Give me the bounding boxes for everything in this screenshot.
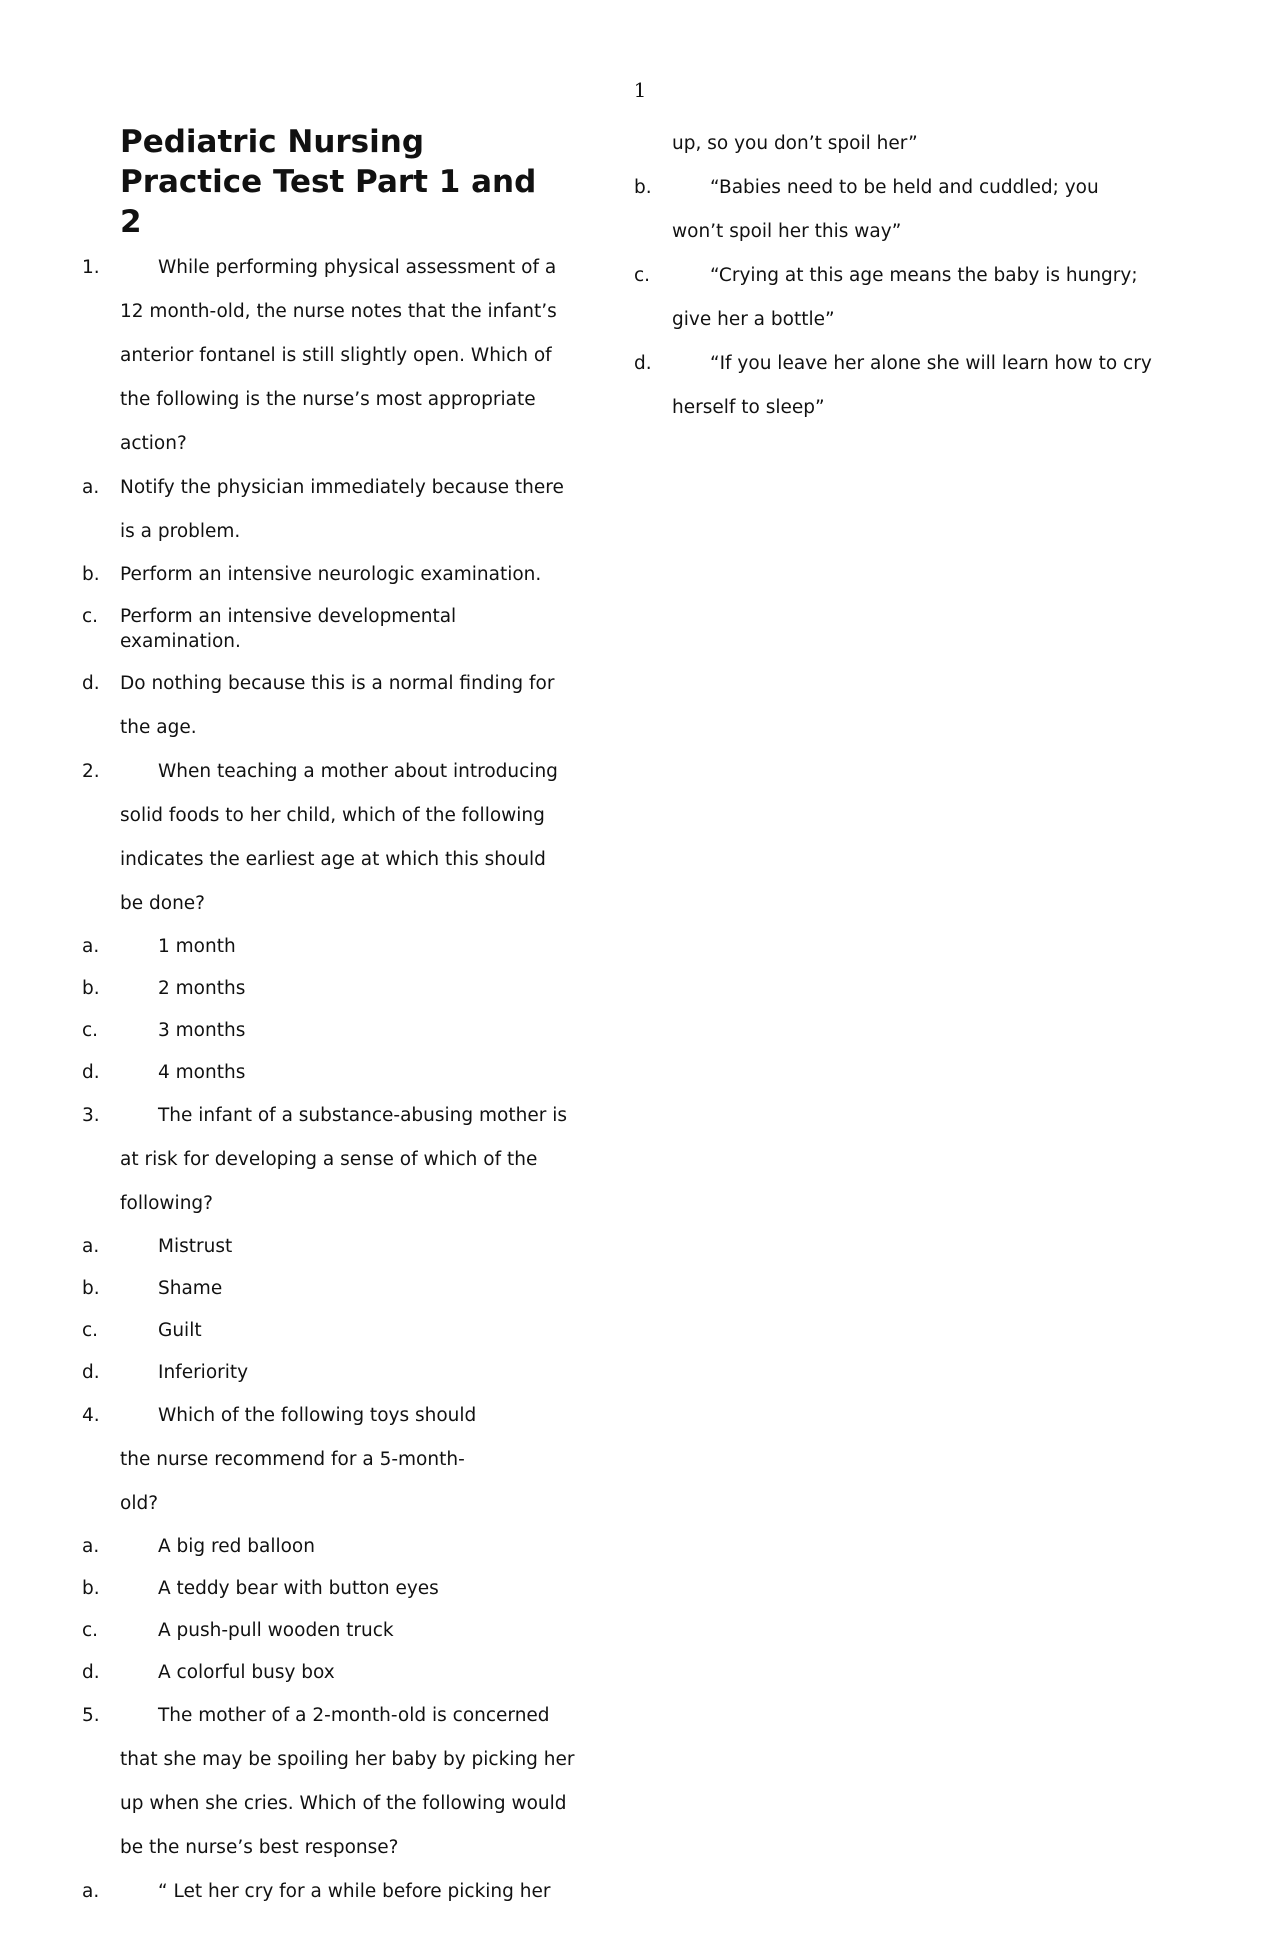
right-column	[632, 122, 1192, 430]
text-line	[672, 254, 1192, 298]
text-line	[672, 166, 1192, 210]
question-item	[80, 1394, 600, 1526]
answer-option	[80, 554, 600, 596]
text-line: give her a bottle”	[672, 309, 835, 330]
text-line	[120, 246, 600, 290]
text-line-content: 1 month	[158, 936, 236, 957]
option-letter: a.	[82, 1236, 100, 1257]
text-line: following?	[120, 1193, 213, 1214]
text-line-content: Guilt	[158, 1320, 202, 1341]
text-line-content: 3 months	[158, 1020, 246, 1041]
text-line	[120, 1652, 600, 1694]
answer-option	[632, 342, 1192, 430]
text-line: Notify the physician immediately because there	[120, 477, 564, 498]
text-line	[120, 1526, 600, 1568]
text-line: action?	[120, 433, 187, 454]
text-line: old?	[120, 1493, 159, 1514]
text-line-content: A teddy bear with button eyes	[158, 1578, 439, 1599]
text-line-content: A push-pull wooden truck	[158, 1620, 394, 1641]
text-line: be the nurse’s best response?	[120, 1837, 399, 1858]
answer-option	[80, 466, 600, 554]
option-letter: c.	[82, 1020, 99, 1041]
option-letter: c.	[82, 1620, 99, 1641]
answer-option	[80, 1568, 600, 1610]
question-item	[80, 246, 600, 466]
text-line	[120, 1094, 600, 1138]
option-letter: b.	[634, 177, 652, 198]
option-letter: a.	[82, 1881, 100, 1902]
question-number: 5.	[82, 1705, 100, 1726]
text-line: indicates the earliest age at which this should	[120, 849, 546, 870]
option-letter: d.	[82, 1662, 100, 1683]
text-line-content: When teaching a mother about introducing	[158, 761, 558, 782]
text-line-content: The mother of a 2-month-old is concerned	[158, 1705, 550, 1726]
question-item	[80, 1094, 600, 1226]
answer-option	[80, 1010, 600, 1052]
option-letter: d.	[82, 1062, 100, 1083]
text-line: the nurse recommend for a 5-month-	[120, 1449, 465, 1470]
answer-option	[80, 662, 600, 750]
text-line	[120, 1352, 600, 1394]
answer-option	[80, 1268, 600, 1310]
text-line	[120, 750, 600, 794]
answer-option	[80, 1652, 600, 1694]
question-number: 1.	[82, 257, 100, 278]
text-line-content: Mistrust	[158, 1236, 233, 1257]
answer-option	[80, 1526, 600, 1568]
page-number: 1	[633, 78, 647, 102]
option-letter: c.	[82, 606, 99, 627]
answer-option	[80, 1310, 600, 1352]
question-number: 2.	[82, 761, 100, 782]
text-line: 12 month-old, the nurse notes that the infant’s	[120, 301, 557, 322]
text-line-content: 4 months	[158, 1062, 246, 1083]
option-letter: a.	[82, 477, 100, 498]
text-line: herself to sleep”	[672, 397, 825, 418]
option-letter: c.	[82, 1320, 99, 1341]
answer-option	[80, 1226, 600, 1268]
question-number: 3.	[82, 1105, 100, 1126]
text-line-content: The infant of a substance-abusing mother is	[158, 1105, 567, 1126]
option-letter: b.	[82, 978, 100, 999]
answer-option	[632, 166, 1192, 254]
option-letter: a.	[82, 1536, 100, 1557]
left-column	[80, 122, 600, 1914]
text-line: up, so you don’t spoil her”	[672, 133, 918, 154]
text-line	[120, 1226, 600, 1268]
answer-option	[80, 1870, 600, 1914]
text-line: won’t spoil her this way”	[672, 221, 902, 242]
question-item	[80, 1694, 600, 1870]
text-line: up when she cries. Which of the following would	[120, 1793, 567, 1814]
option-letter: d.	[82, 673, 100, 694]
option-letter: a.	[82, 936, 100, 957]
option-letter: d.	[82, 1362, 100, 1383]
document-title: Pediatric Nursing Practice Test Part 1 and 2	[120, 124, 537, 240]
text-line	[120, 1610, 600, 1652]
text-line: is a problem.	[120, 521, 241, 542]
text-line: anterior fontanel is still slightly open. Which of	[120, 345, 552, 366]
text-line-content: 2 months	[158, 978, 246, 999]
text-line-content: “Babies need to be held and cuddled; you	[710, 177, 1099, 198]
question-list	[80, 246, 600, 1914]
question-item	[80, 750, 600, 926]
answer-option	[80, 1610, 600, 1652]
option-letter: b.	[82, 564, 100, 585]
text-line: that she may be spoiling her baby by picking her	[120, 1749, 575, 1770]
text-line: solid foods to her child, which of the following	[120, 805, 545, 826]
text-line-content: “If you leave her alone she will learn how to cry	[710, 353, 1152, 374]
text-line	[120, 1870, 600, 1914]
answer-option	[80, 596, 600, 662]
option-letter: d.	[634, 353, 652, 374]
answer-option	[80, 968, 600, 1010]
question-list-continued	[632, 122, 1192, 430]
option-letter: b.	[82, 1278, 100, 1299]
text-line	[672, 342, 1192, 386]
text-line	[120, 1568, 600, 1610]
text-line: the age.	[120, 717, 197, 738]
text-line	[120, 1394, 600, 1438]
text-line	[120, 926, 600, 968]
text-line: the following is the nurse’s most appropriate	[120, 389, 536, 410]
text-line	[120, 1052, 600, 1094]
text-line	[120, 1694, 600, 1738]
text-line	[120, 1310, 600, 1352]
text-line-content: “ Let her cry for a while before picking her	[158, 1881, 551, 1902]
answer-option	[632, 254, 1192, 342]
text-line-content: “Crying at this age means the baby is hungry;	[710, 265, 1138, 286]
text-line: at risk for developing a sense of which of the	[120, 1149, 538, 1170]
option-letter: c.	[634, 265, 651, 286]
text-line: Perform an intensive neurologic examination.	[120, 564, 542, 585]
answer-option	[80, 1052, 600, 1094]
option-letter: b.	[82, 1578, 100, 1599]
text-line-content: Which of the following toys should	[158, 1405, 477, 1426]
text-line-content: While performing physical assessment of a	[158, 257, 557, 278]
text-line-content: Inferiority	[158, 1362, 249, 1383]
answer-option	[80, 1352, 600, 1394]
text-line-content: A colorful busy box	[158, 1662, 335, 1683]
text-line	[120, 968, 600, 1010]
text-line: examination.	[120, 631, 241, 652]
text-line: Do nothing because this is a normal finding for	[120, 673, 555, 694]
text-line	[120, 1268, 600, 1310]
text-line-content: A big red balloon	[158, 1536, 315, 1557]
text-line: Perform an intensive developmental	[120, 606, 457, 627]
text-line	[120, 1010, 600, 1052]
text-continuation	[632, 122, 1192, 166]
text-line: be done?	[120, 893, 205, 914]
answer-option	[80, 926, 600, 968]
question-number: 4.	[82, 1405, 100, 1426]
text-line-content: Shame	[158, 1278, 223, 1299]
